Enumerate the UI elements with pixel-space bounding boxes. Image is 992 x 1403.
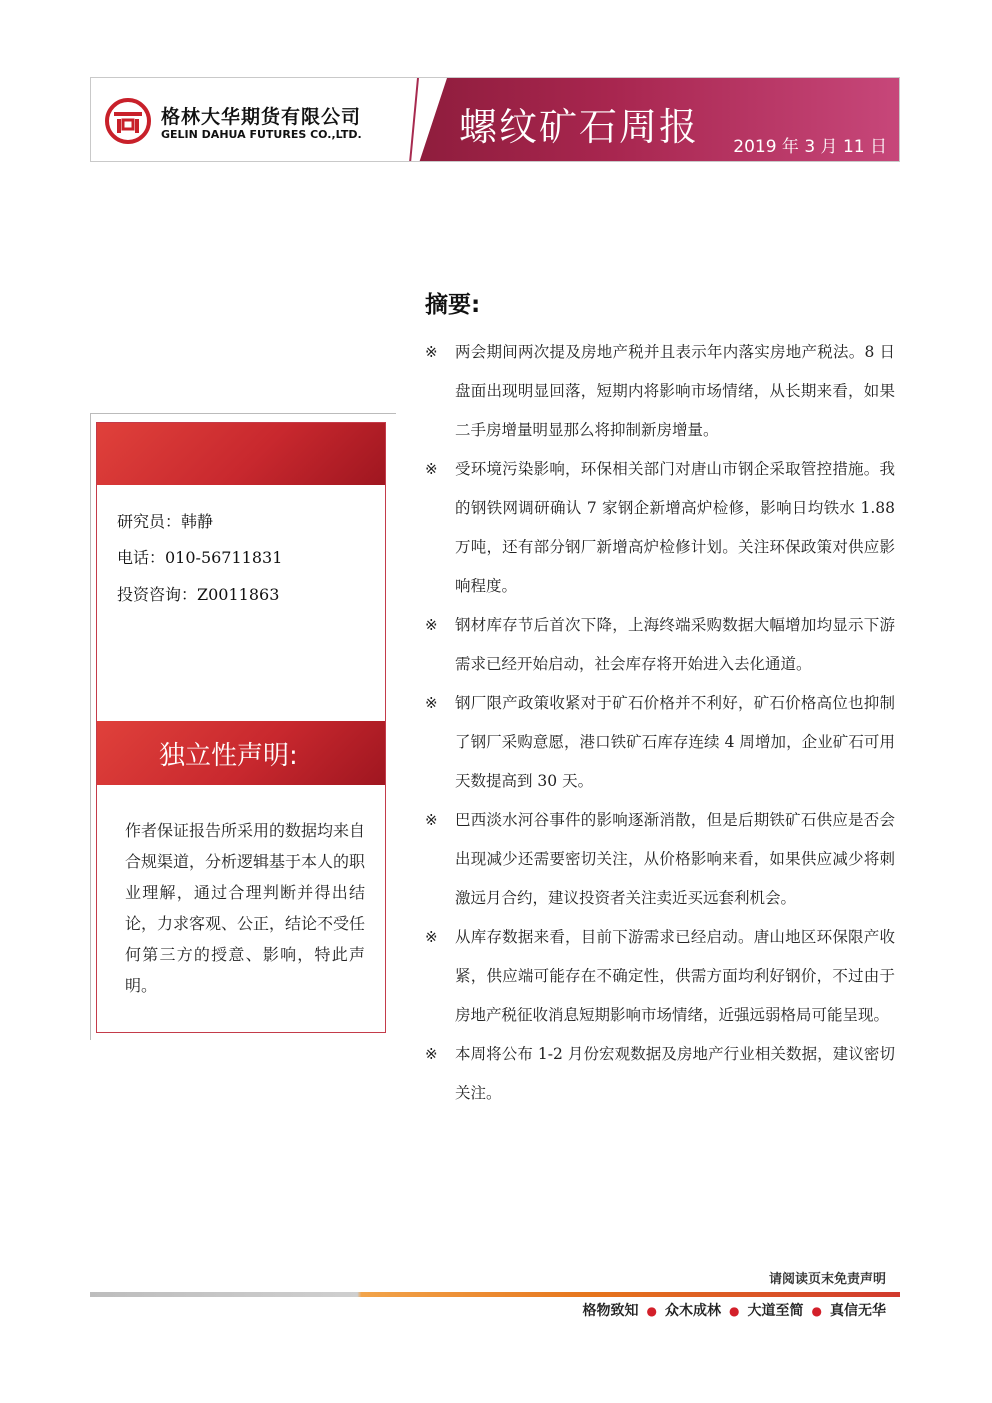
reference-mark-icon: ※ xyxy=(425,343,438,361)
slogan-1: 格物致知 xyxy=(582,1303,639,1319)
summary-item xyxy=(425,801,895,918)
sidebar-header-band xyxy=(97,423,385,485)
summary-list xyxy=(425,333,895,1113)
company-name-en: GELIN DAHUA FUTURES CO.,LTD. xyxy=(161,128,362,141)
slogan-2: 众木成林 xyxy=(665,1303,722,1319)
reference-mark-icon: ※ xyxy=(425,694,438,712)
declaration-title: 独立性声明: xyxy=(159,741,298,771)
summary-item-text: 钢厂限产政策收紧对于矿石价格并不利好，矿石价格高位也抑制了钢厂采购意愿，港口铁矿石库存连续 4 周增加，企业矿石可用天数提高到 30 天。 xyxy=(455,694,895,790)
researcher-name: 研究员：韩静 xyxy=(117,512,214,531)
report-header-banner xyxy=(90,77,900,162)
summary-item-text: 两会期间两次提及房地产税并且表示年内落实房地产税法。8 日盘面出现明显回落，短期内将影响市场情绪，从长期来看，如果二手房增量明显那么将抑制新房增量。 xyxy=(455,343,895,439)
summary-item xyxy=(425,333,895,450)
slogan-4: 真信无华 xyxy=(830,1303,886,1319)
researcher-phone: 电话：010-56711831 xyxy=(117,548,283,567)
summary-item-text: 钢材库存节后首次下降，上海终端采购数据大幅增加均显示下游需求已经开始启动，社会库存将开始进入去化通道。 xyxy=(455,616,895,673)
slogan-3: 大道至简 xyxy=(747,1303,804,1319)
summary-item xyxy=(425,450,895,606)
bullet-dot-icon: ● xyxy=(729,1304,740,1318)
company-slogans xyxy=(583,1300,886,1320)
declaration-text: 作者保证报告所采用的数据均来自合规渠道，分析逻辑基于本人的职业理解，通过合理判断并得出结论，力求客观、公正，结论不受任何第三方的授意、影响，特此声明。 xyxy=(125,821,366,995)
disclaimer-notice: 请阅读页末免责声明 xyxy=(768,1272,886,1287)
footer-color-bar xyxy=(90,1292,900,1297)
summary-title: 摘要: xyxy=(425,292,481,318)
bullet-dot-icon: ● xyxy=(811,1304,822,1318)
gelin-dahua-logo-icon xyxy=(105,98,151,144)
analyst-sidebar xyxy=(96,422,386,1033)
reference-mark-icon: ※ xyxy=(425,1045,438,1063)
sidebar-left-rule xyxy=(90,413,91,1040)
reference-mark-icon: ※ xyxy=(425,460,438,478)
summary-item-text: 受环境污染影响，环保相关部门对唐山市钢企采取管控措施。我的钢铁网调研确认 7 家钢企新增高炉检修，影响日均铁水 1.88 万吨，还有部分钢厂新增高炉检修计划。关注环保政策对供应影响程度。 xyxy=(455,460,895,595)
summary-item xyxy=(425,1035,895,1113)
summary-item xyxy=(425,918,895,1035)
summary-item xyxy=(425,606,895,684)
reference-mark-icon: ※ xyxy=(425,811,438,829)
company-name-cn: 格林大华期货有限公司 xyxy=(161,106,362,128)
bullet-dot-icon: ● xyxy=(646,1304,658,1318)
sidebar-top-rule xyxy=(90,413,396,414)
summary-item xyxy=(425,684,895,801)
summary-item-text: 本周将公布 1-2 月份宏观数据及房地产行业相关数据，建议密切关注。 xyxy=(455,1045,895,1102)
summary-item-text: 巴西淡水河谷事件的影响逐渐消散，但是后期铁矿石供应是否会出现减少还需要密切关注，从价格影响来看，如果供应减少将刺激远月合约，建议投资者关注卖近买远套利机会。 xyxy=(455,811,895,907)
reference-mark-icon: ※ xyxy=(425,928,438,946)
report-date: 2019 年 3 月 11 日 xyxy=(733,137,887,157)
reference-mark-icon: ※ xyxy=(425,616,438,634)
banner-divider xyxy=(409,78,419,162)
summary-item-text: 从库存数据来看，目前下游需求已经启动。唐山地区环保限产收紧，供应端可能存在不确定性，供需方面均利好钢价，不过由于房地产税征收消息短期影响市场情绪，近强远弱格局可能呈现。 xyxy=(455,928,895,1024)
report-title: 螺纹矿石周报 xyxy=(459,105,700,149)
investment-license: 投资咨询：Z0011863 xyxy=(117,585,280,604)
